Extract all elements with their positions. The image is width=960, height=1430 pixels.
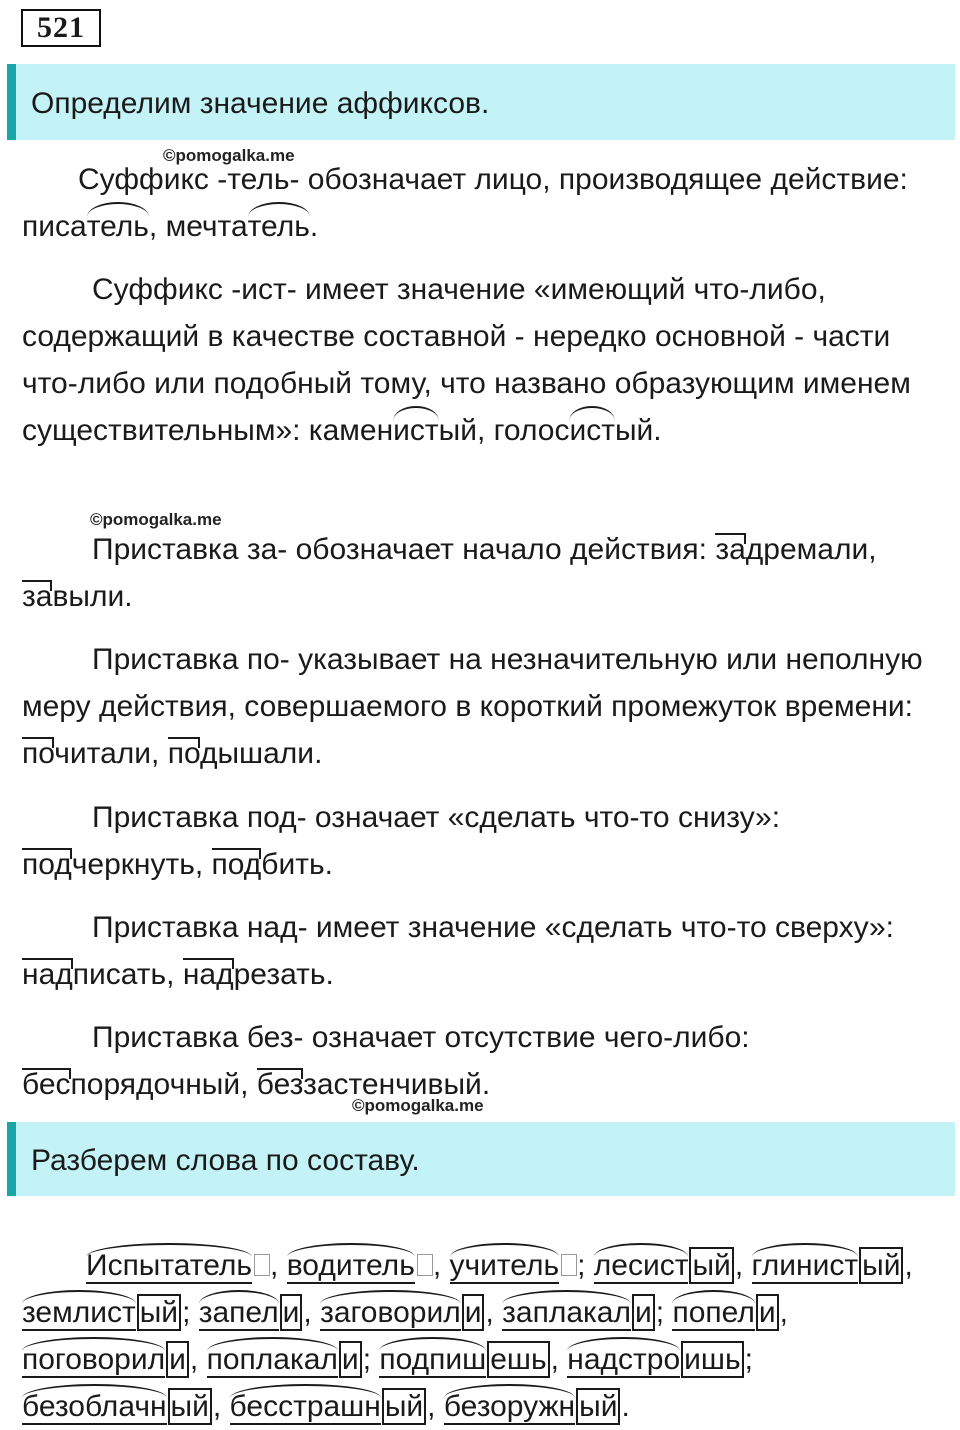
ending-box: ый: [859, 1247, 903, 1284]
separator: ,: [779, 1296, 788, 1329]
text: ый, голос: [438, 414, 570, 447]
text: выли.: [52, 580, 133, 613]
word-base: лесист: [593, 1249, 689, 1282]
ending-box: и: [756, 1294, 779, 1331]
word-base: заговорил: [320, 1296, 461, 1329]
text: читали,: [54, 737, 168, 770]
section-header-morphemic: Разберем слова по составу.: [7, 1122, 955, 1196]
ending-box: и: [632, 1294, 655, 1331]
text: дремали,: [745, 533, 877, 566]
text: ый.: [614, 414, 662, 447]
ending-box: ый: [168, 1388, 212, 1425]
text: черкнуть,: [71, 848, 212, 881]
ending-box: ый: [689, 1247, 733, 1284]
ending-box: и: [166, 1341, 189, 1378]
word-base: заплакал: [502, 1296, 631, 1329]
separator: ,: [189, 1343, 207, 1376]
ending-box: и: [462, 1294, 485, 1331]
word-base: водитель: [286, 1249, 415, 1282]
separator: ,: [550, 1343, 568, 1376]
prefix-mark: бес: [22, 1068, 71, 1101]
suffix-mark: ист: [393, 414, 439, 447]
paragraph-suffix-ist: [22, 266, 942, 454]
word-base: безоружн: [443, 1390, 576, 1423]
section-header-affixes: Определим значение аффиксов.: [7, 64, 955, 140]
text: .: [309, 210, 319, 243]
separator: ,: [904, 1249, 913, 1282]
separator: ,: [270, 1249, 287, 1282]
text: Приставка под- означает «сделать что-то снизу»:: [92, 801, 781, 834]
separator: ,: [303, 1296, 321, 1329]
text: писать,: [72, 958, 183, 991]
zero-ending-box: [417, 1254, 433, 1276]
separator: ;: [182, 1296, 199, 1329]
suffix-mark: тель: [86, 210, 149, 243]
ending-box: и: [339, 1341, 362, 1378]
separator: ,: [432, 1249, 450, 1282]
word-base: запел: [198, 1296, 279, 1329]
text: бить.: [261, 848, 333, 881]
prefix-mark: по: [167, 737, 200, 770]
ending-box: ый: [576, 1388, 620, 1425]
watermark: ©pomogalka.me: [90, 510, 222, 529]
text: резать.: [233, 958, 334, 991]
text: Приставка по- указывает на незначительную или неполную меру действия, совершаемого в короткий промежуток времени:: [22, 643, 923, 723]
separator: ;: [744, 1343, 753, 1376]
prefix-mark: по: [22, 737, 55, 770]
text: Приставка без- означает отсутствие чего-либо:: [92, 1021, 750, 1054]
word-base: землист: [22, 1296, 136, 1329]
word-base: глинист: [751, 1249, 859, 1282]
word-base: надстро: [567, 1343, 681, 1376]
prefix-mark: над: [22, 958, 73, 991]
paragraph-prefix-bez: [22, 1014, 942, 1108]
paragraph-prefix-pod: [22, 794, 942, 888]
ending-box: ый: [137, 1294, 181, 1331]
word-base: поплакал: [206, 1343, 338, 1376]
morphemic-analysis: [22, 1242, 942, 1430]
word-base: попел: [672, 1296, 755, 1329]
text: порядочный,: [70, 1068, 257, 1101]
separator: ,: [734, 1249, 744, 1282]
separator: .: [621, 1390, 630, 1423]
text: Приставка за- обозначает начало действия:: [92, 533, 716, 566]
text: застенчивый.: [303, 1068, 491, 1101]
watermark: ©pomogalka.me: [352, 1096, 484, 1115]
paragraph-prefix-nad: [22, 904, 942, 998]
separator: ,: [485, 1296, 503, 1329]
text: дышали.: [199, 737, 323, 770]
task-number: 521: [21, 9, 101, 47]
paragraph-prefix-po: [22, 636, 942, 777]
text: , мечта: [148, 210, 248, 243]
word-base: бесстрашн: [229, 1390, 381, 1423]
zero-ending-box: [254, 1254, 270, 1276]
paragraph-suffix-tel: [22, 156, 942, 250]
separator: ;: [577, 1249, 594, 1282]
word-base: подпиш: [379, 1343, 487, 1376]
text: Суффикс -тель- обозначает лицо, производящее действие: писа: [22, 163, 908, 243]
word-base: безоблачн: [22, 1390, 167, 1423]
prefix-mark: под: [211, 848, 262, 881]
zero-ending-box: [561, 1254, 577, 1276]
ending-box: ешь: [487, 1341, 549, 1378]
paragraph-prefix-za: [22, 526, 942, 620]
separator: ,: [212, 1390, 230, 1423]
separator: ;: [362, 1343, 380, 1376]
prefix-mark: за: [715, 533, 746, 566]
suffix-mark: тель: [247, 210, 310, 243]
suffix-mark: ист: [569, 414, 615, 447]
word-base: Испытатель: [86, 1249, 253, 1282]
separator: ;: [655, 1296, 665, 1329]
text: Суффикс -ист- имеет значение «имеющий что-либо, содержащий в качестве составной - нередко основной - части что-либо или подобный тому, что названо образующим именем существительным»: камен: [22, 273, 911, 447]
prefix-mark: под: [22, 848, 72, 881]
ending-box: и: [280, 1294, 303, 1331]
prefix-mark: за: [22, 580, 53, 613]
ending-box: ишь: [681, 1341, 743, 1378]
text: Приставка над- имеет значение «сделать что-то сверху»:: [92, 911, 894, 944]
word-base: учитель: [449, 1249, 560, 1282]
separator: ,: [427, 1390, 444, 1423]
prefix-mark: без: [256, 1068, 304, 1101]
watermark: ©pomogalka.me: [163, 146, 295, 165]
prefix-mark: над: [182, 958, 234, 991]
ending-box: ый: [382, 1388, 426, 1425]
word-base: поговорил: [22, 1343, 166, 1376]
